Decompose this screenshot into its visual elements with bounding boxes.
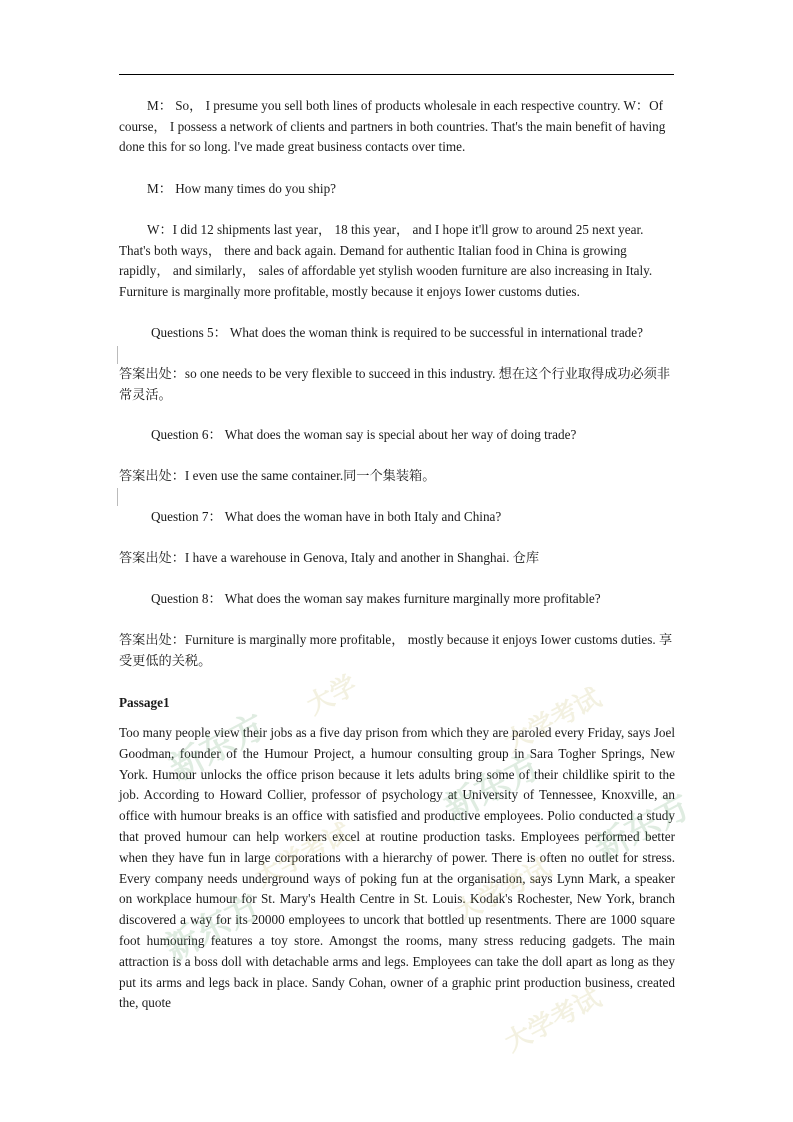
answer-text: 答案出处：I have a warehouse in Genova, Italy and another in Shanghai. 仓库 [119,550,540,565]
answer-text: 答案出处：Furniture is marginally more profitable， mostly because it enjoys Iower customs duties. 享受更低的关税。 [119,632,673,668]
watermark-logo: 大学考试 [450,853,557,929]
dialogue-paragraph: M： So， I presume you sell both lines of products wholesale in each respective country. W：Of course， I possess a network of clients and partners in both countries. That's the main benefit of having done this for so long. l've made great business contacts over time. [119,98,666,155]
watermark-logo: 大学考试 [500,983,607,1059]
passage-body: Too many people view their jobs as a five day prison from which they are paroled every Friday, says Joel Goodman, founder of the Humour Project, a humour consulting group in Sara Togher Springs, New York. Humour unlocks the office prison because it lets adults bring some of their childlike spirit to the job. According to Howard Collier, professor of psychology at University of Tennessee, Knoxville, an office with humour breaks is an office with satisfied and productive employees. Polio conducted a study that proved humour can help workers excel at routine production tasks. Employees performed better when they have fun in large corporations with a hierarchy of power. There is often no outlet for stress. Every company needs underground ways of poking fun at the organisation, says Lynn Mark, a speaker on workplace humour for St. Mary's Health Centre in St. Louis. Kodak's Rochester, New York, branch discovered a way for its 20000 employees to uncork that bottled up resentments. There are 1000 square foot humouring features a toy store. Amongst the rooms, many stress reducing gadgets. The main attraction is a boss doll with detachable arms and legs. Employees can take the doll apart as long as they put its arms and legs back in place. Sandy Cohan, owner of a graphic print production business, created the, quote [119,725,675,1011]
watermark-logo: 新东方 [163,705,273,790]
margin-mark [117,346,118,364]
watermark-logo: 新东方 [588,785,698,870]
margin-mark [117,488,118,506]
header-rule [119,74,674,75]
answer-text: 答案出处：so one needs to be very flexible to succeed in this industry. 想在这个行业取得成功必须非常灵活。 [119,366,671,402]
watermark-logo: 大学考试 [250,818,357,894]
answer-text: 答案出处：I even use the same container.同一个集装箱。 [119,468,436,483]
question-text: Questions 5： What does the woman think is required to be successful in international trade? [151,325,643,340]
passage-title: Passage1 [119,695,170,710]
dialogue-paragraph: W：I did 12 shipments last year， 18 this year， and I hope it'll grow to around 25 next year. That's both ways， there and back again. Demand for authentic Italian food in China is growing rapidly， and similarly， sales of affordable yet stylish wooden furniture are also increasing in Italy. Furniture is marginally more profitable, mostly because it enjoys Iower customs duties. [119,222,653,300]
watermark-logo: 新东方 [438,745,548,830]
question-text: Question 8： What does the woman say makes furniture marginally more profitable? [151,591,601,606]
question-text: Question 7： What does the woman have in both Italy and China? [151,509,502,524]
watermark-logo: 大学 [302,670,363,722]
watermark-logo: 新东方 [158,885,268,970]
dialogue-paragraph: M： How many times do you ship? [147,181,337,196]
watermark-logo: 大学考试 [500,683,607,759]
question-text: Question 6： What does the woman say is special about her way of doing trade? [151,427,577,442]
